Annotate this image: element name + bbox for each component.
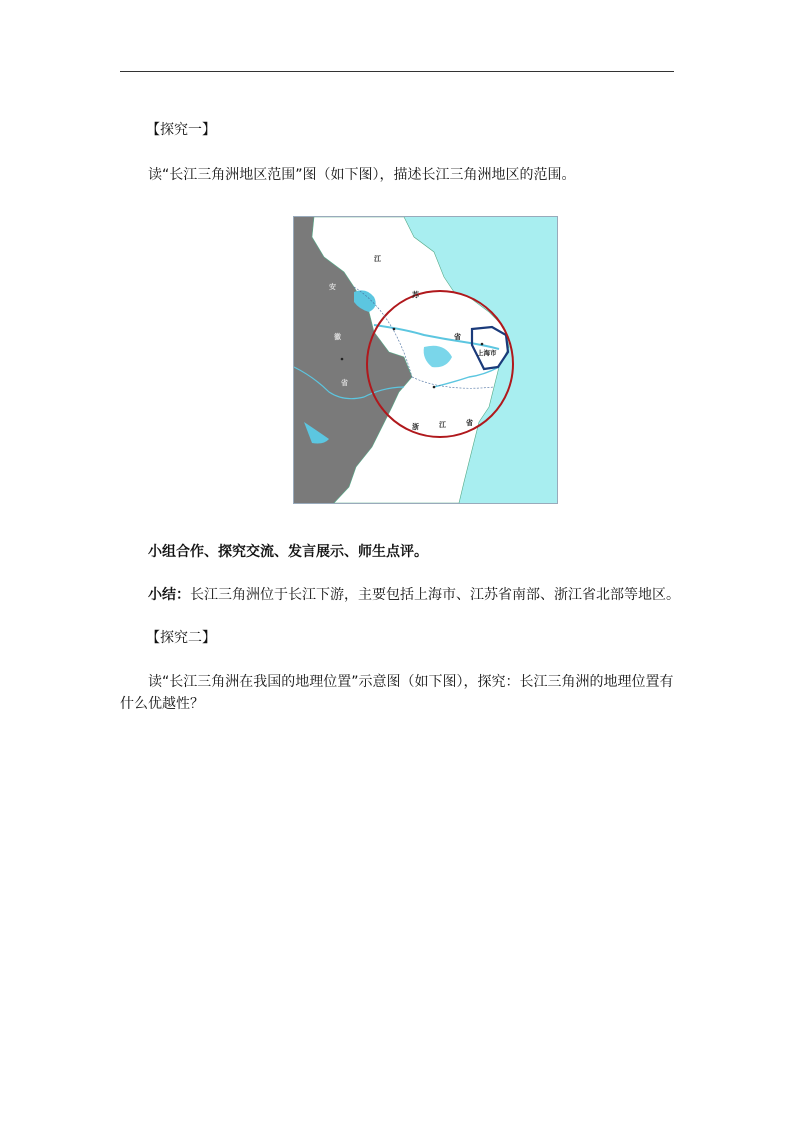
label-an: 安 bbox=[329, 282, 336, 291]
label-sheng-1: 省 bbox=[454, 332, 461, 341]
city-dot-shanghai bbox=[481, 343, 484, 346]
paragraph-group-work: 小组合作、探究交流、发言展示、师生点评。 bbox=[148, 544, 428, 560]
label-shanghai: 上海市 bbox=[477, 349, 497, 357]
map-graphic bbox=[294, 217, 557, 503]
summary-text: 长江三角洲位于长江下游，主要包括上海市、江苏省南部、浙江省北部等地区。 bbox=[190, 587, 680, 603]
heading-explore-2: 【探究二】 bbox=[146, 630, 216, 646]
label-jiang-2: 江 bbox=[439, 420, 446, 429]
paragraph-summary bbox=[148, 584, 704, 606]
label-zhe: 浙 bbox=[412, 422, 419, 431]
city-dot-hefei bbox=[341, 358, 344, 361]
city-dot-hangzhou bbox=[433, 386, 436, 389]
label-sheng-3: 省 bbox=[466, 418, 473, 427]
label-su: 苏 bbox=[412, 290, 419, 299]
yangtze-delta-map bbox=[293, 216, 558, 504]
header-rule bbox=[120, 71, 674, 72]
city-dot-nanjing bbox=[393, 328, 396, 331]
label-sheng-2: 省 bbox=[341, 378, 348, 387]
summary-label: 小结： bbox=[148, 587, 190, 603]
paragraph-read-map: 读“长江三角洲地区范围”图（如下图），描述长江三角洲地区的范围。 bbox=[148, 167, 576, 183]
label-hui: 徽 bbox=[334, 332, 341, 341]
label-jiang: 江 bbox=[374, 254, 381, 263]
paragraph-read-location: 读“长江三角洲在我国的地理位置”示意图（如下图），探究：长江三角洲的地理位置有什么优越性？ bbox=[120, 674, 674, 712]
heading-explore-1: 【探究一】 bbox=[146, 122, 216, 138]
